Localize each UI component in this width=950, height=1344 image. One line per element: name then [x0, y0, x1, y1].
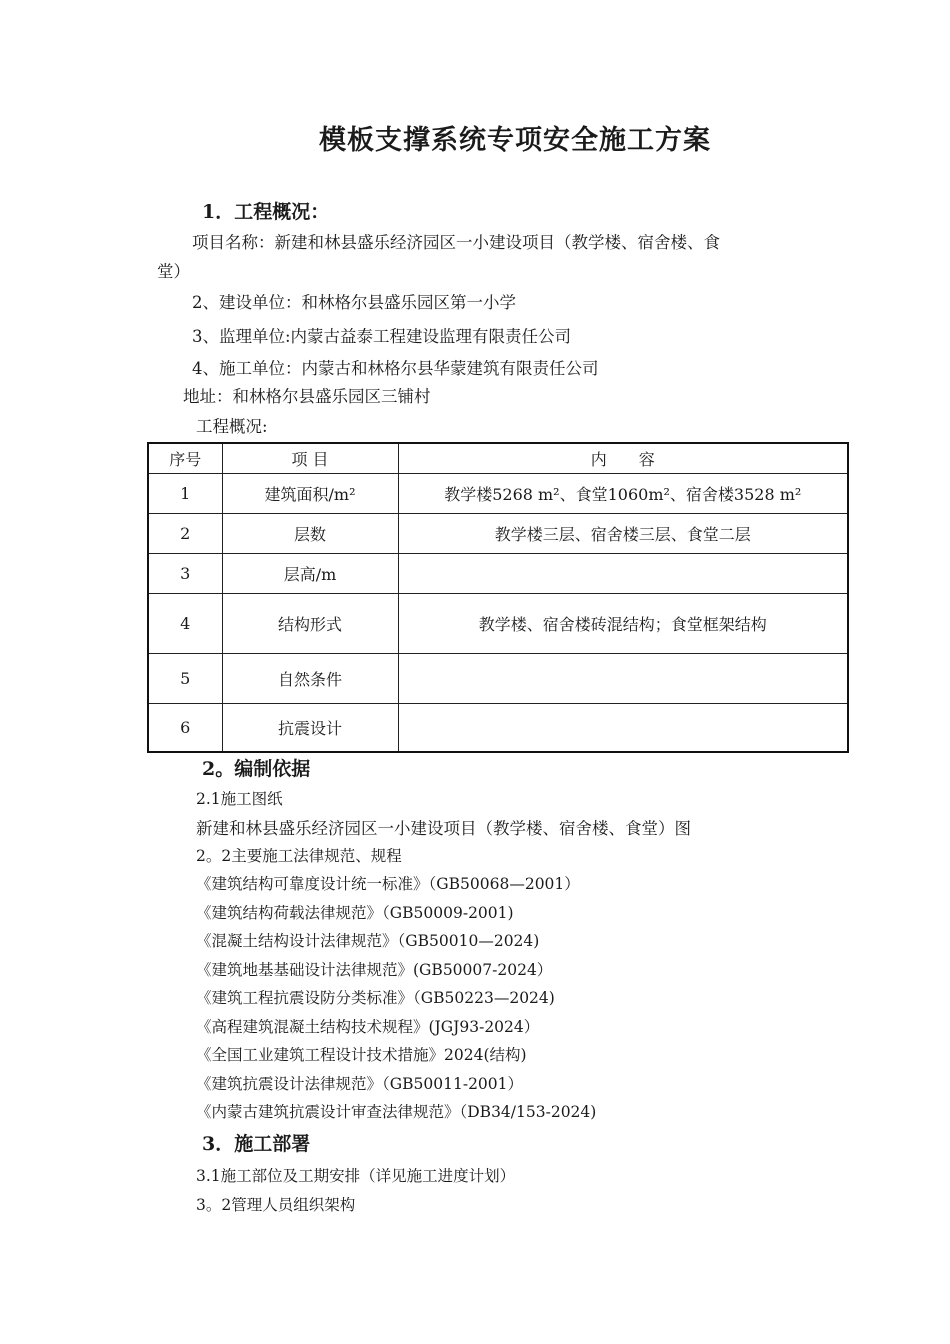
row-item: 自然条件 — [222, 653, 398, 703]
code-item: 《全国工业建筑工程设计技术措施》2024(结构) — [196, 1046, 527, 1064]
row-content — [398, 703, 848, 752]
row-item: 建筑面积/m² — [222, 473, 398, 513]
row-item: 抗震设计 — [222, 703, 398, 752]
schedule-subheading: 3.1施工部位及工期安排（详见施工进度计划） — [196, 1167, 516, 1185]
section-3-heading: 3．施工部署 — [202, 1133, 311, 1155]
row-item: 层高/m — [222, 553, 398, 593]
project-name-line-2: 堂） — [157, 262, 190, 281]
table-row — [148, 553, 848, 593]
table-header-row — [148, 443, 848, 473]
table-row — [148, 653, 848, 703]
header-item: 项 目 — [222, 443, 398, 473]
supervisor-line: 3、监理单位:内蒙古益泰工程建设监理有限责任公司 — [192, 327, 572, 346]
row-content: 教学楼三层、宿舍楼三层、食堂二层 — [398, 513, 848, 553]
table-row — [148, 593, 848, 653]
section-2-heading: 2。编制依据 — [202, 758, 311, 780]
code-item: 《混凝土结构设计法律规范》（GB50010—2024) — [196, 932, 540, 950]
row-content — [398, 553, 848, 593]
code-item: 《内蒙古建筑抗震设计审查法律规范》（DB34/153-2024) — [196, 1103, 597, 1121]
code-item: 《高程建筑混凝土结构技术规程》(JGJ93-2024） — [196, 1018, 540, 1036]
section-1-heading: 1．工程概况： — [202, 201, 330, 223]
header-content: 内 容 — [398, 443, 848, 473]
row-item: 结构形式 — [222, 593, 398, 653]
row-content: 教学楼5268 m²、食堂1060m²、宿舍楼3528 m² — [398, 473, 848, 513]
overview-label: 工程概况: — [196, 417, 268, 436]
contractor-line: 4、施工单位：内蒙古和林格尔县华蒙建筑有限责任公司 — [192, 359, 599, 378]
code-item: 《建筑结构可靠度设计统一标准》（GB50068—2001） — [196, 875, 580, 893]
row-content — [398, 653, 848, 703]
row-no: 3 — [148, 553, 222, 593]
header-no: 序号 — [148, 443, 222, 473]
project-name-line-1: 项目名称：新建和林县盛乐经济园区一小建设项目（教学楼、宿舍楼、食 — [192, 233, 720, 252]
code-item: 《建筑地基基础设计法律规范》(GB50007-2024） — [196, 961, 553, 979]
drawings-line: 新建和林县盛乐经济园区一小建设项目（教学楼、宿舍楼、食堂）图 — [196, 819, 691, 838]
codes-subheading: 2。2主要施工法律规范、规程 — [196, 847, 402, 865]
code-item: 《建筑结构荷载法律规范》（GB50009-2001) — [196, 904, 514, 922]
table-row — [148, 703, 848, 752]
row-no: 4 — [148, 593, 222, 653]
table-row — [148, 473, 848, 513]
table-row — [148, 513, 848, 553]
code-item: 《建筑工程抗震设防分类标准》（GB50223—2024) — [196, 989, 555, 1007]
row-item: 层数 — [222, 513, 398, 553]
row-content: 教学楼、宿舍楼砖混结构；食堂框架结构 — [398, 593, 848, 653]
row-no: 6 — [148, 703, 222, 752]
drawings-subheading: 2.1施工图纸 — [196, 790, 283, 808]
project-overview-table — [147, 442, 849, 753]
row-no: 1 — [148, 473, 222, 513]
owner-line: 2、建设单位：和林格尔县盛乐园区第一小学 — [192, 293, 516, 312]
document-title: 模板支撑系统专项安全施工方案 — [319, 125, 711, 156]
row-no: 5 — [148, 653, 222, 703]
organization-subheading: 3。2管理人员组织架构 — [196, 1196, 356, 1214]
row-no: 2 — [148, 513, 222, 553]
address-line: 地址：和林格尔县盛乐园区三铺村 — [183, 387, 431, 406]
code-item: 《建筑抗震设计法律规范》（GB50011-2001） — [196, 1075, 524, 1093]
